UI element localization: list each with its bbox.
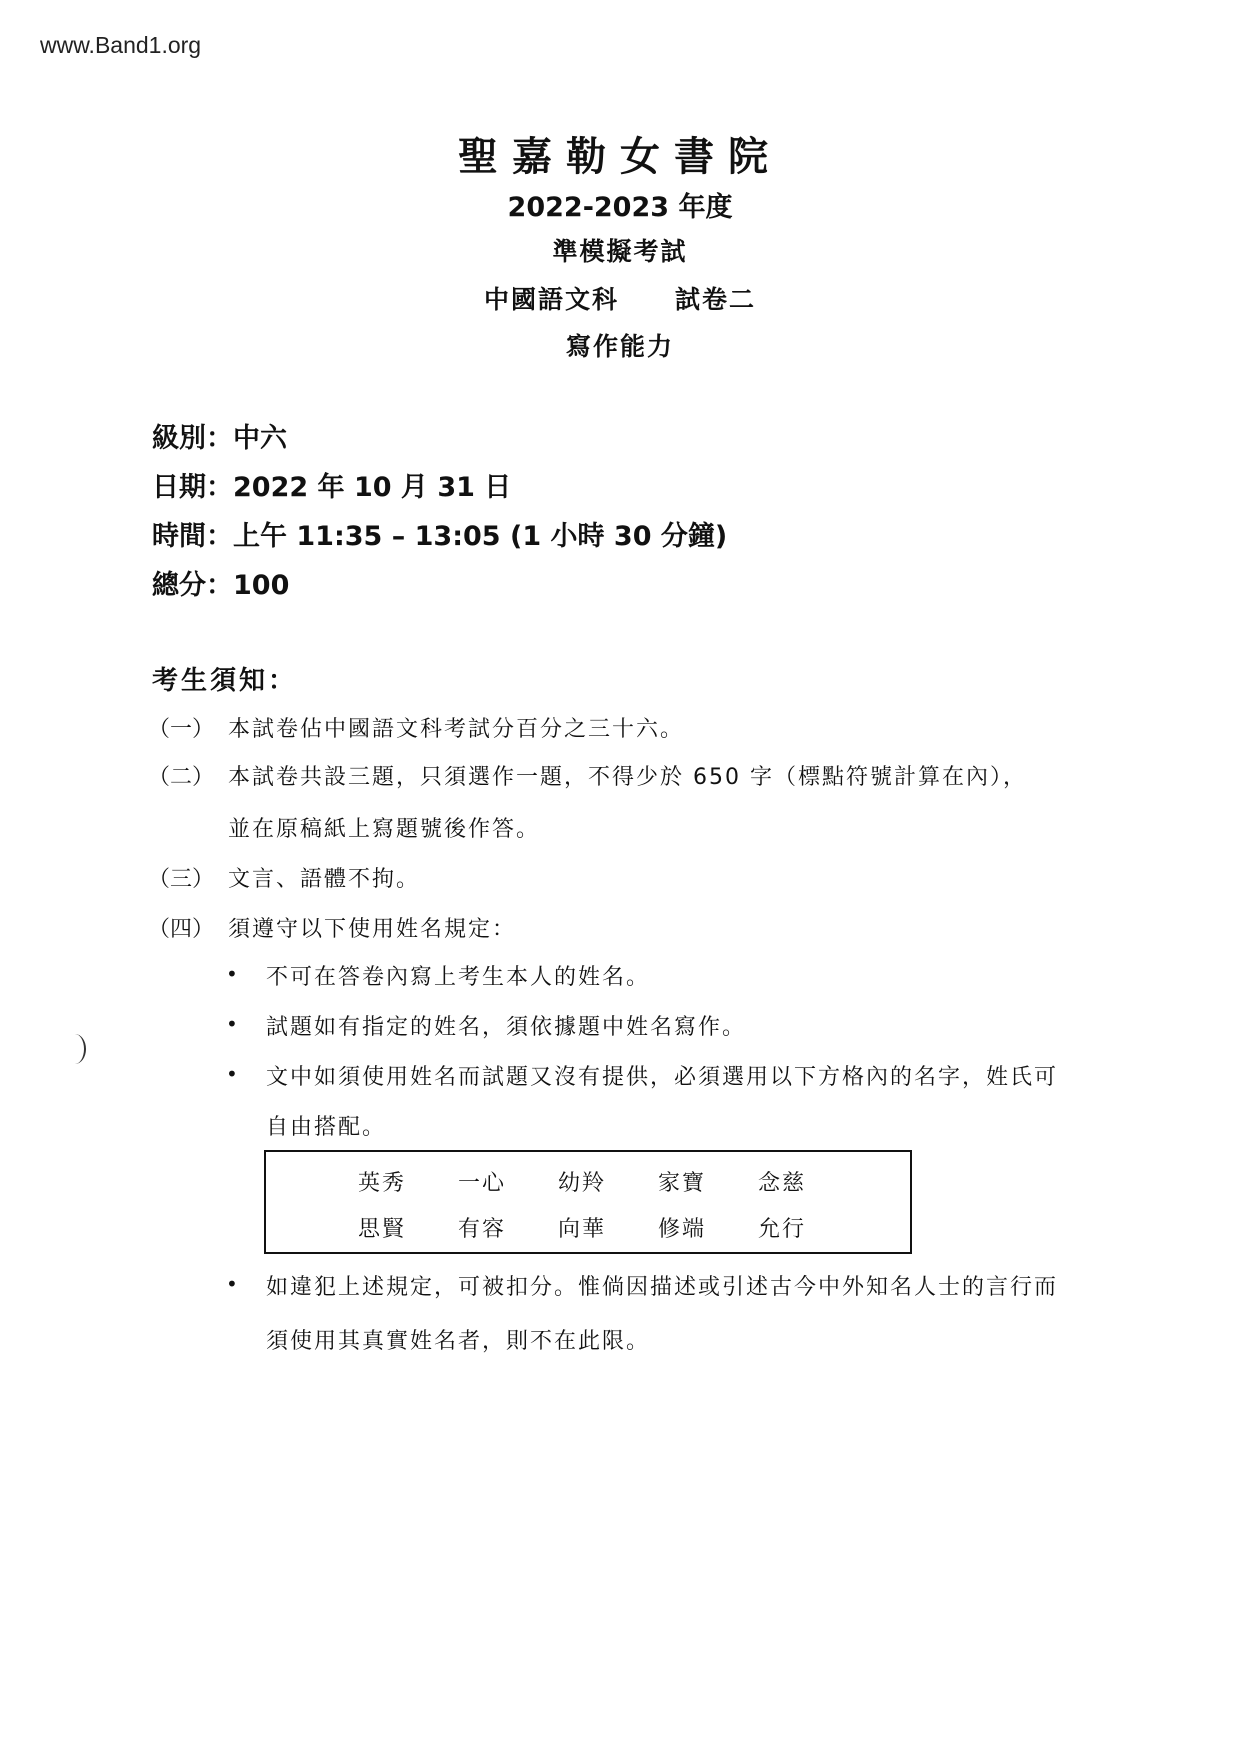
name-cell: 思賢 (358, 1217, 407, 1242)
name-cell: 修端 (658, 1217, 707, 1242)
notice-title: 考生須知： (152, 666, 298, 696)
website-watermark: www.Band1.org (40, 32, 202, 58)
bullet-icon: • (226, 1012, 238, 1036)
rule-number: （一） (148, 717, 215, 742)
bullet-text: 不可在答卷內寫上考生本人的姓名。 (266, 965, 651, 990)
date-info: 日期：2022 年 10 月 31 日 (152, 472, 512, 503)
bullet-text-continued: 須使用其真實姓名者，則不在此限。 (266, 1329, 651, 1354)
rule-text: 須遵守以下使用姓名規定： (228, 917, 517, 942)
level-info: 級別：中六 (152, 423, 287, 454)
name-cell: 幼羚 (558, 1171, 607, 1196)
name-cell: 有容 (458, 1217, 507, 1242)
name-cell: 家寶 (658, 1171, 707, 1196)
exam-name: 準模擬考試 (552, 237, 688, 266)
bullet-text: 文中如須使用姓名而試題又沒有提供，必須選用以下方格內的名字，姓氏可 (266, 1065, 1059, 1090)
section-name: 寫作能力 (565, 332, 674, 361)
rule-text: 文言、語體不拘。 (228, 867, 421, 892)
rule-number: （三） (148, 867, 215, 892)
rule-text: 本試卷佔中國語文科考試分百分之三十六。 (228, 717, 685, 742)
bullet-text: 如違犯上述規定，可被扣分。惟倘因描述或引述古今中外知名人士的言行而 (266, 1275, 1059, 1300)
name-table (264, 1150, 912, 1254)
rule-text-continued: 並在原稿紙上寫題號後作答。 (228, 817, 541, 842)
name-cell: 允行 (758, 1217, 807, 1242)
bullet-icon: • (226, 1062, 238, 1086)
academic-year: 2022-2023 年度 (507, 192, 733, 223)
subject-name: 中國語文科 (483, 285, 619, 314)
name-cell: 向華 (558, 1217, 607, 1242)
school-name: 聖嘉勒女書院 (458, 134, 782, 180)
name-cell: 英秀 (358, 1171, 407, 1196)
subject-paper (0, 280, 1240, 316)
scan-punch-mark (64, 1034, 86, 1064)
bullet-text-continued: 自由搭配。 (266, 1115, 387, 1140)
name-cell: 一心 (458, 1171, 507, 1196)
name-cell: 念慈 (758, 1171, 807, 1196)
bullet-icon: • (226, 962, 238, 986)
marks-info: 總分：100 (152, 570, 290, 601)
time-info: 時間：上午 11:35 – 13:05 (1 小時 30 分鐘) (152, 521, 728, 552)
bullet-text: 試題如有指定的姓名，須依據題中姓名寫作。 (266, 1015, 747, 1040)
rule-number: （二） (148, 765, 215, 790)
paper-name: 試卷二 (675, 285, 757, 314)
rule-number: （四） (148, 917, 215, 942)
name-row (358, 1212, 858, 1243)
name-row (358, 1166, 858, 1197)
rule-text: 本試卷共設三題，只須選作一題，不得少於 650 字（標點符號計算在內）， (228, 765, 1027, 790)
bullet-icon: • (226, 1272, 238, 1296)
